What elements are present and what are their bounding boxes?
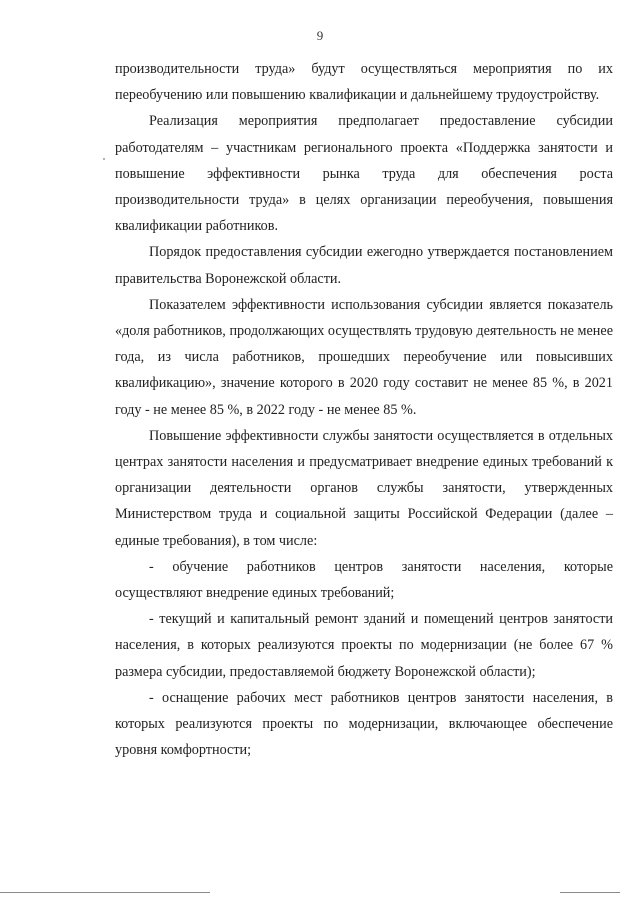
margin-mark bbox=[103, 158, 105, 160]
list-item-workplace-equipment: - оснащение рабочих мест работников центров занятости населения, в которых реализуются проекты по модернизации, включающее обеспечение уровня комфортности; bbox=[115, 689, 613, 759]
footer-divider bbox=[0, 892, 210, 893]
paragraph-subsidy-implementation: Реализация мероприятия предполагает предоставление субсидии работодателям – участникам регионального проекта «Поддержка занятости и повышение эффективности рынка труда для обеспечения роста производительности труда» в целях организации переобучения, повышения квалификации работников. bbox=[115, 113, 613, 235]
list-item-repair: - текущий и капитальный ремонт зданий и помещений центров занятости населения, в которых реализуются проекты по модернизации (не более 67 % размера субсидии, предоставляемой бюджету Воронежской области); bbox=[115, 611, 613, 680]
paragraph-employment-service: Повышение эффективности службы занятости осуществляется в отдельных центрах занятости населения и предусматривает внедрение единых требований к организации деятельности органов службы занятости, утвержденных Министерством труда и социальной защиты Российской Федерации (далее – единые требования), в том числе: bbox=[115, 427, 613, 549]
footer-divider bbox=[560, 892, 620, 893]
paragraph-continuation: производительности труда» будут осуществляться мероприятия по их переобучению или повышению квалификации и дальнейшему трудоустройству. bbox=[115, 61, 613, 104]
document-body bbox=[115, 56, 613, 763]
list-item-training: - обучение работников центров занятости населения, которые осуществляют внедрение единых требований; bbox=[115, 558, 613, 602]
paragraph-subsidy-procedure: Порядок предоставления субсидии ежегодно утверждается постановлением правительства Воронежской области. bbox=[115, 244, 613, 287]
paragraph-efficiency-indicator: Показателем эффективности использования субсидии является показатель «доля работников, продолжающих осуществлять трудовую деятельность не менее года, из числа работников, прошедших переобучение или повысивших квалификацию», значение которого в 2020 году составит не менее 85 %, в 2021 году - не менее 85 %, в 2022 году - не менее 85 %. bbox=[115, 296, 613, 418]
page-number: 9 bbox=[316, 28, 324, 43]
